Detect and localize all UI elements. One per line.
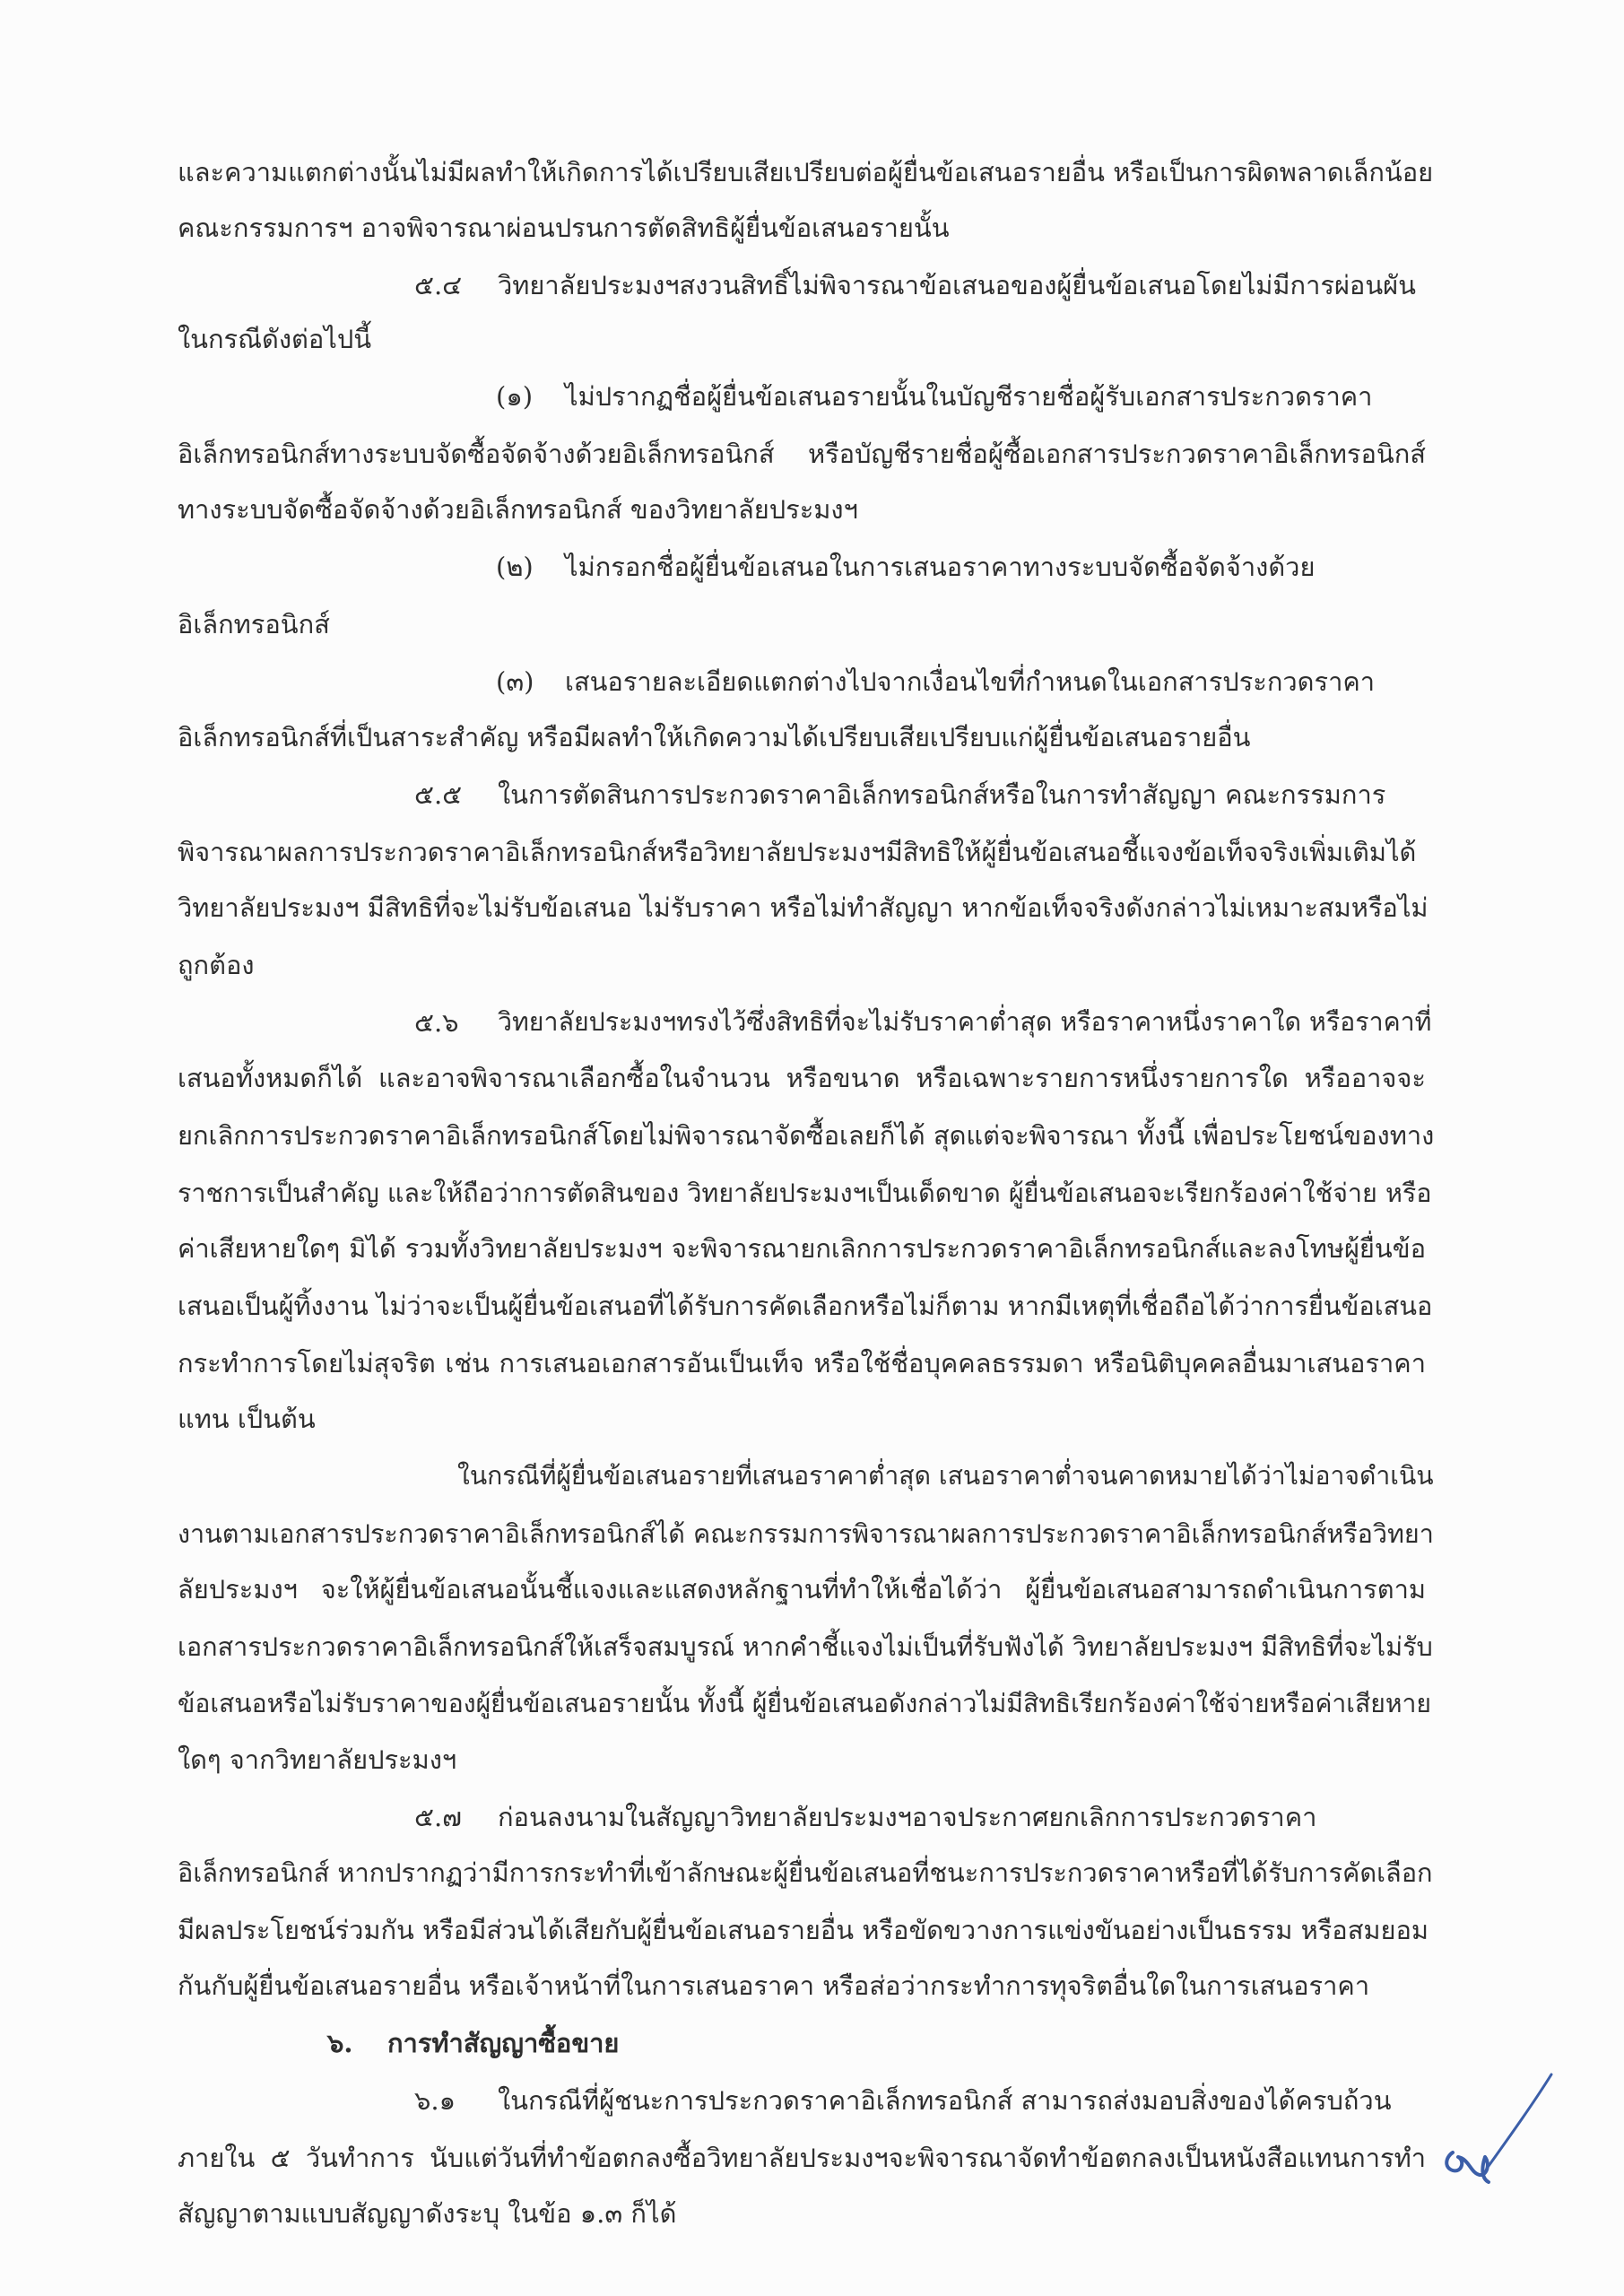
section-number: ๖.๑ [414, 2085, 456, 2116]
paragraph-line: ใดๆ จากวิทยาลัยประมงฯ [178, 1744, 457, 1775]
section-number: ๕.๔ [414, 270, 463, 300]
paragraph-line: มีผลประโยชน์ร่วมกัน หรือมีส่วนได้เสียกับผู้ยื่นข้อเสนอรายอื่น หรือขัดขวางการแข่งขันอย่างเป็นธรรม หรือสมยอม [178, 1915, 1429, 1945]
paragraph-line: อิเล็กทรอนิกส์ทางระบบจัดซื้อจัดจ้างด้วยอิเล็กทรอนิกส์ หรือบัญชีรายชื่อผู้ซื้อเอกสารประกวดราคาอิเล็กทรอนิกส์ [178, 439, 1426, 469]
paragraph-line: อิเล็กทรอนิกส์ที่เป็นสาระสำคัญ หรือมีผลทำให้เกิดความได้เปรียบเสียเปรียบแก่ผู้ยื่นข้อเสนอรายอื่น [178, 722, 1251, 752]
paragraph-line: ก่อนลงนามในสัญญาวิทยาลัยประมงฯอาจประกาศยกเลิกการประกวดราคา [498, 1802, 1317, 1832]
paragraph-line: ลัยประมงฯ จะให้ผู้ยื่นข้อเสนอนั้นชี้แจงและแสดงหลักฐานที่ทำให้เชื่อได้ว่า ผู้ยื่นข้อเสนอสามารถดำเนินการตาม [178, 1574, 1426, 1605]
handwritten-initials [1426, 2067, 1560, 2193]
paragraph-line: สัญญาตามแบบสัญญาดังระบุ ในข้อ ๑.๓ ก็ได้ [178, 2198, 677, 2229]
paragraph-line: วิทยาลัยประมงฯสงวนสิทธิ์ไม่พิจารณาข้อเสนอของผู้ยื่นข้อเสนอโดยไม่มีการผ่อนผัน [498, 270, 1416, 300]
paragraph-line: กันกับผู้ยื่นข้อเสนอรายอื่น หรือเจ้าหน้าที่ในการเสนอราคา หรือส่อว่ากระทำการทุจริตอื่นใดในการเสนอราคา [178, 1970, 1370, 2001]
item-number: (๒) [496, 552, 534, 582]
paragraph-line: กระทำการโดยไม่สุจริต เช่น การเสนอเอกสารอันเป็นเท็จ หรือใช้ชื่อบุคคลธรรมดา หรือนิติบุคคลอื่นมาเสนอราคา [178, 1348, 1426, 1378]
paragraph-line: คณะกรรมการฯ อาจพิจารณาผ่อนปรนการตัดสิทธิผู้ยื่นข้อเสนอรายนั้น [178, 213, 950, 243]
paragraph-line: อิเล็กทรอนิกส์ [178, 609, 330, 639]
paragraph-line: เสนอรายละเอียดแตกต่างไปจากเงื่อนไขที่กำหนดในเอกสารประกวดราคา [565, 666, 1376, 697]
paragraph-line: ข้อเสนอหรือไม่รับราคาของผู้ยื่นข้อเสนอรายนั้น ทั้งนี้ ผู้ยื่นข้อเสนอดังกล่าวไม่มีสิทธิเรียกร้องค่าใช้จ่ายหรือค่าเสียหาย [178, 1689, 1431, 1718]
paragraph-line: อิเล็กทรอนิกส์ หากปรากฏว่ามีการกระทำที่เข้าลักษณะผู้ยื่นข้อเสนอที่ชนะการประกวดราคาหรือที่ได้รับการคัดเลือก [178, 1857, 1433, 1888]
paragraph-line: ทางระบบจัดซื้อจัดจ้างด้วยอิเล็กทรอนิกส์ ของวิทยาลัยประมงฯ [178, 494, 858, 525]
paragraph-line: ยกเลิกการประกวดราคาอิเล็กทรอนิกส์โดยไม่พิจารณาจัดซื้อเลยก็ได้ สุดแต่จะพิจารณา ทั้งนี้ เพื่อประโยชน์ของทาง [178, 1120, 1435, 1151]
paragraph-line: ราชการเป็นสำคัญ และให้ถือว่าการตัดสินของ วิทยาลัยประมงฯเป็นเด็ดขาด ผู้ยื่นข้อเสนอจะเรียกร้องค่าใช้จ่าย หรือ [178, 1178, 1432, 1208]
paragraph-line: แทน เป็นต้น [178, 1404, 316, 1434]
paragraph-line: งานตามเอกสารประกวดราคาอิเล็กทรอนิกส์ได้ คณะกรรมการพิจารณาผลการประกวดราคาอิเล็กทรอนิกส์หรือวิทยา [178, 1518, 1434, 1549]
paragraph-line: ภายใน ๕ วันทำการ นับแต่วันที่ทำข้อตกลงซื้อวิทยาลัยประมงฯจะพิจารณาจัดทำข้อตกลงเป็นหนังสือแทนการทำ [178, 2143, 1426, 2173]
paragraph-line: วิทยาลัยประมงฯ มีสิทธิที่จะไม่รับข้อเสนอ ไม่รับราคา หรือไม่ทำสัญญา หากข้อเท็จจริงดังกล่าวไม่เหมาะสมหรือไม่ [178, 892, 1429, 923]
section-heading: การทำสัญญาซื้อขาย [387, 2028, 620, 2058]
section-number: ๕.๖ [414, 1007, 459, 1038]
section-number: ๕.๗ [414, 1802, 462, 1832]
item-number: (๑) [496, 381, 534, 412]
item-number: (๓) [496, 666, 534, 697]
paragraph-line: ไม่กรอกชื่อผู้ยื่นข้อเสนอในการเสนอราคาทางระบบจัดซื้อจัดจ้างด้วย [565, 552, 1316, 582]
paragraph-line: ในกรณีที่ผู้ชนะการประกวดราคาอิเล็กทรอนิกส์ สามารถส่งมอบสิ่งของได้ครบถ้วน [498, 2085, 1392, 2116]
paragraph-line: ในการตัดสินการประกวดราคาอิเล็กทรอนิกส์หรือในการทำสัญญา คณะกรรมการ [498, 779, 1386, 810]
paragraph-line: ค่าเสียหายใดๆ มิได้ รวมทั้งวิทยาลัยประมงฯ จะพิจารณายกเลิกการประกวดราคาอิเล็กทรอนิกส์และลงโทษผู้ยื่นข้อ [178, 1233, 1426, 1264]
paragraph-line: ในกรณีที่ผู้ยื่นข้อเสนอรายที่เสนอราคาต่ำสุด เสนอราคาต่ำจนคาดหมายได้ว่าไม่อาจดำเนิน [457, 1461, 1434, 1491]
section-number: ๖. [327, 2028, 353, 2058]
paragraph-line: วิทยาลัยประมงฯทรงไว้ซึ่งสิทธิที่จะไม่รับราคาต่ำสุด หรือราคาหนึ่งราคาใด หรือราคาที่ [498, 1007, 1432, 1037]
section-number: ๕.๕ [414, 779, 463, 810]
paragraph-line: เอกสารประกวดราคาอิเล็กทรอนิกส์ให้เสร็จสมบูรณ์ หากคำชี้แจงไม่เป็นที่รับฟังได้ วิทยาลัยประมงฯ มีสิทธิที่จะไม่รับ [178, 1631, 1433, 1662]
paragraph-line: พิจารณาผลการประกวดราคาอิเล็กทรอนิกส์หรือวิทยาลัยประมงฯมีสิทธิให้ผู้ยื่นข้อเสนอชี้แจงข้อเท็จจริงเพิ่มเติมได้ [178, 837, 1417, 867]
paragraph-line: ถูกต้อง [178, 950, 255, 980]
paragraph-line: และความแตกต่างนั้นไม่มีผลทำให้เกิดการได้เปรียบเสียเปรียบต่อผู้ยื่นข้อเสนอรายอื่น หรือเป็นการผิดพลาดเล็กน้อย [178, 157, 1434, 187]
paragraph-line: เสนอทั้งหมดก็ได้ และอาจพิจารณาเลือกซื้อในจำนวน หรือขนาด หรือเฉพาะรายการหนึ่งรายการใด หรืออาจจะ [178, 1063, 1426, 1093]
paragraph-line: ในกรณีดังต่อไปนี้ [178, 324, 372, 354]
paragraph-line: เสนอเป็นผู้ทิ้งงาน ไม่ว่าจะเป็นผู้ยื่นข้อเสนอที่ได้รับการคัดเลือกหรือไม่ก็ตาม หากมีเหตุที่เชื่อถือได้ว่าการยื่นข้อเสนอ [178, 1291, 1433, 1321]
paragraph-line: ไม่ปรากฏชื่อผู้ยื่นข้อเสนอรายนั้นในบัญชีรายชื่อผู้รับเอกสารประกวดราคา [565, 381, 1373, 412]
